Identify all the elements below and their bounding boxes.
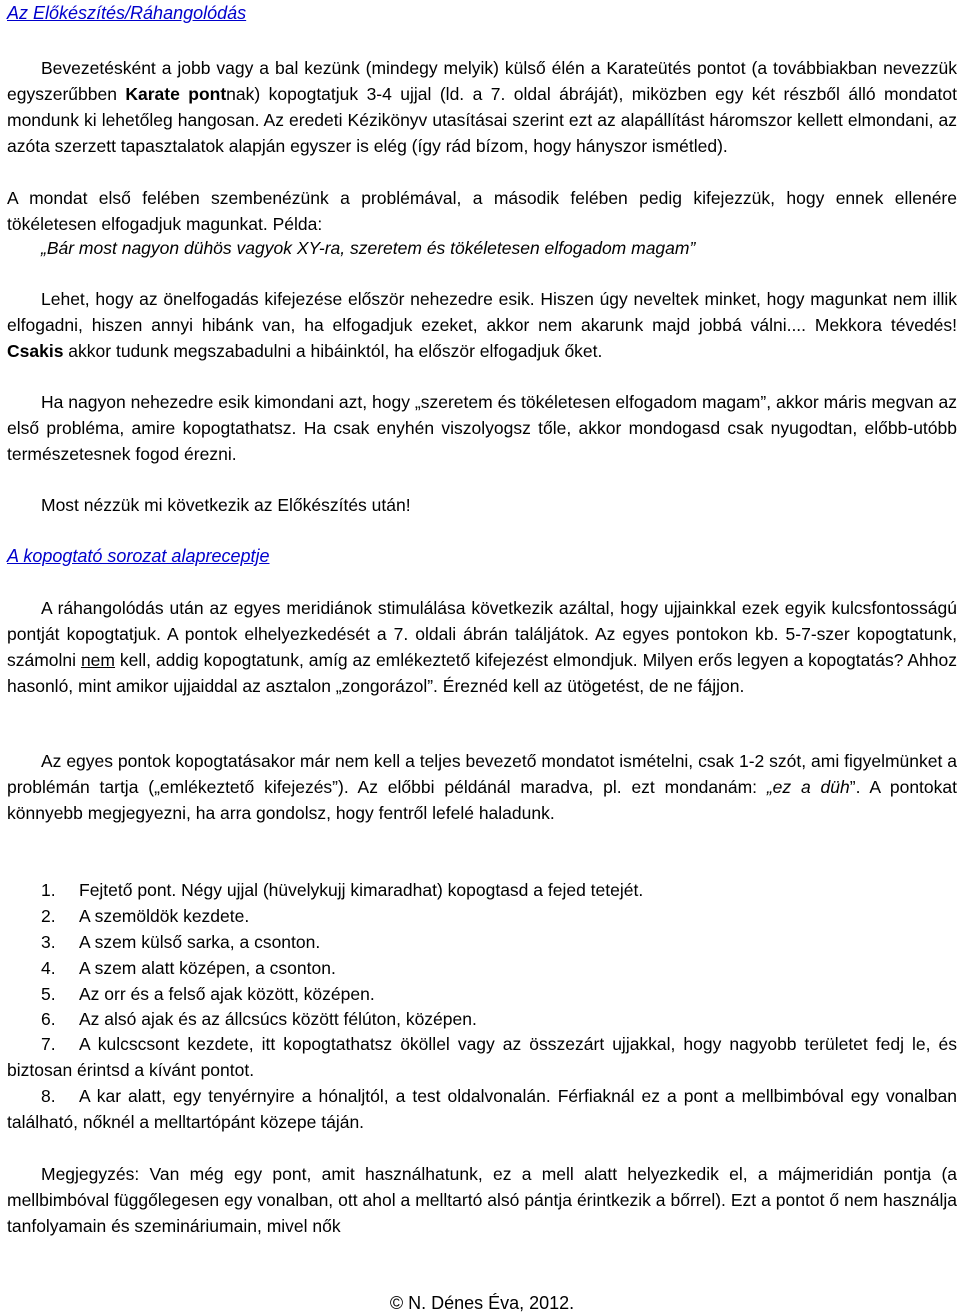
- point-number: 5.: [41, 984, 56, 1004]
- intro-p3-csakis: Csakis: [7, 341, 64, 361]
- point-number: 7.: [41, 1034, 56, 1054]
- intro-p1-karate-pont: Karate pont: [125, 84, 227, 104]
- intro-p3-text-a: Lehet, hogy az önelfogadás kifejezése először nehezedre esik. Hiszen úgy neveltek minket, hogy magunkat nem illik elfogadni, hiszen annyi hibánk van, ha elfogadjuk ezeket, akkor nem akarunk majd jobbá válni.... Mekkora tévedés!: [7, 289, 957, 335]
- recipe-p1-text-c: kell, addig kopogtatunk, amíg az emlékeztető kifejezést elmondjuk. Milyen erős legyen a kopogtatás? Ahhoz hasonló, mint amikor ujjaiddal az asztalon „zongorázol”. Éreznéd kell az ütögetést, de ne fájjon.: [7, 650, 957, 696]
- point-item-2: [41, 903, 249, 929]
- recipe-p2-ez-a-duh: „ez a düh: [766, 777, 850, 797]
- point-item-7: [7, 1031, 957, 1083]
- example-quote: „Bár most nagyon dühös vagyok XY-ra, szeretem és tökéletesen elfogadom magam”: [41, 238, 696, 258]
- intro-p3-text-c: akkor tudunk megszabadulni a hibáinktól, ha először elfogadjuk őket.: [63, 341, 603, 361]
- recipe-p1-nem: nem: [80, 650, 115, 670]
- point-item-1: [41, 877, 643, 903]
- point-text: Az orr és a felső ajak között, középen.: [79, 984, 375, 1004]
- point-text: Az alsó ajak és az állcsúcs között félúton, középen.: [79, 1009, 477, 1029]
- intro-p1-text-a: Bevezetésként a jobb vagy a bal kezünk (mindegy melyik) külső élén a Karateütés pontot (a továbbiakban nevezzük egyszerűbben: [7, 58, 957, 104]
- point-number: 1.: [41, 880, 56, 900]
- document-page: [7, 0, 957, 1315]
- point-number: 3.: [41, 932, 56, 952]
- intro-paragraph-3: [7, 286, 957, 364]
- point-text: Fejtető pont. Négy ujjal (hüvelykujj kimaradhat) kopogtasd a fejed tetejét.: [79, 880, 644, 900]
- recipe-paragraph-1: [7, 595, 957, 699]
- note-paragraph: Megjegyzés: Van még egy pont, amit használhatunk, ez a mell alatt helyezkedik el, a májmeridián pontja (a mellbimbóval függőlegesen egy vonalban, ott ahol a melltartó alsó pántja érintkezik a bőrrel). Ezt a pontot ő nem használja tanfolyamain és szemináriumain, mivel nők: [7, 1164, 957, 1236]
- point-text: A szem külső sarka, a csonton.: [79, 932, 321, 952]
- recipe-p2-text-c: ”. A pontokat könnyebb megjegyezni, ha arra gondolsz, hogy fentről lefelé haladunk.: [7, 777, 957, 823]
- point-item-6: [41, 1006, 477, 1032]
- point-text: A szem alatt középen, a csonton.: [79, 958, 336, 978]
- intro-paragraph-2: A mondat első felében szembenézünk a problémával, a második felében pedig kifejezzük, hogy ennek ellenére tökéletesen elfogadjuk magunkat. Példa:: [7, 188, 957, 234]
- point-item-4: [41, 955, 336, 981]
- intro-p1-text-c: nak) kopogtatjuk 3-4 ujjal (ld. a 7. oldal ábráját), miközben egy két részből álló mondatot mondunk ki lehetőleg hangosan. Az eredeti Kézikönyv utasításai szerint ezt az alapállítást háromszor kellett elmondani, az azóta szerzett tapasztalatok alapján egyszer is elég (így rád bízom, hogy hányszor ismétled).: [7, 84, 957, 156]
- point-number: 2.: [41, 906, 56, 926]
- point-number: 6.: [41, 1009, 56, 1029]
- intro-paragraph-1: [7, 55, 957, 159]
- recipe-paragraph-2: [7, 748, 957, 826]
- copyright-footer: © N. Dénes Éva, 2012.: [389, 1293, 575, 1313]
- intro-paragraph-5: Most nézzük mi következik az Előkészítés után!: [41, 495, 411, 515]
- point-number: 4.: [41, 958, 56, 978]
- intro-paragraph-4: Ha nagyon nehezedre esik kimondani azt, hogy „szeretem és tökéletesen elfogadom magam”, akkor máris megvan az első probléma, amire kopogtathatsz. Ha csak enyhén viszolyogsz tőle, akkor mondogasd csak nyugodtan, előbb-utóbb természetesnek fogod érezni.: [7, 392, 957, 464]
- section-heading-recipe[interactable]: A kopogtató sorozat alapreceptje: [7, 546, 270, 566]
- point-number: 8.: [41, 1086, 56, 1106]
- point-text: A szemöldök kezdete.: [79, 906, 250, 926]
- point-text: A kar alatt, egy tenyérnyire a hónaljtól, a test oldalvonalán. Férfiaknál ez a pont a mellbimbóval egy vonalban található, nőknél a melltartópánt közepe táján.: [7, 1086, 957, 1132]
- point-item-3: [41, 929, 320, 955]
- recipe-p1-text-a: A ráhangolódás után az egyes meridiánok stimulálása következik azáltal, hogy ujjainkkal ezek egyik kulcsfontosságú pontját kopogtatjuk. A pontok elhelyezkedését a 7. oldali ábrán találjátok. Az egyes pontokon kb. 5-7-szer kopogtatunk, számolni: [7, 598, 957, 670]
- point-item-8: [7, 1083, 957, 1135]
- recipe-p2-text-a: Az egyes pontok kopogtatásakor már nem kell a teljes bevezető mondatot ismételni, csak 1-2 szót, ami figyelmünket a problémán tartja („emlékeztető kifejezés”). Az előbbi példánál maradva, pl. ezt mondanám:: [7, 751, 957, 797]
- point-item-5: [41, 981, 375, 1007]
- point-text: A kulcscsont kezdete, itt kopogtathatsz ököllel vagy az összezárt ujjakkal, hogy nagyobb területet fedj le, és biztosan érintsd a kívánt pontot.: [7, 1034, 957, 1080]
- section-heading-preparation[interactable]: Az Előkészítés/Ráhangolódás: [7, 3, 247, 23]
